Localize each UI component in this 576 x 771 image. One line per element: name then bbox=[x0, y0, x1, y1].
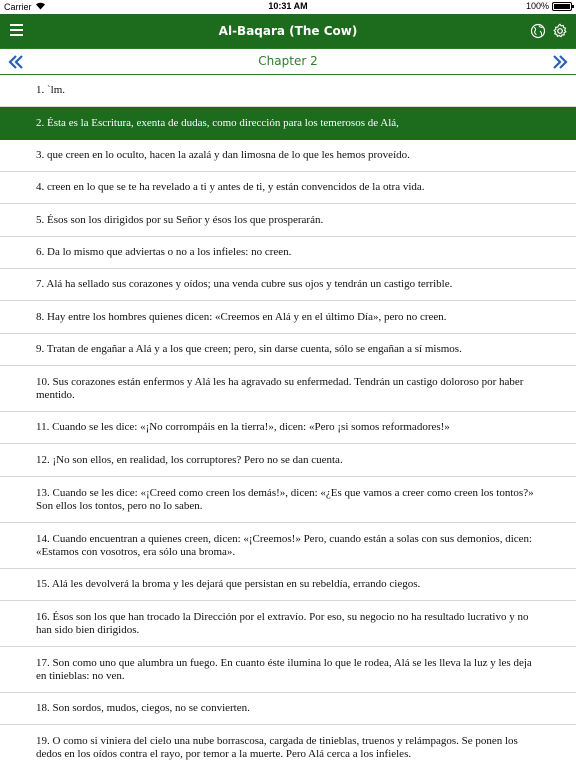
verse-row[interactable] bbox=[0, 412, 576, 444]
verse-row[interactable] bbox=[0, 334, 576, 366]
verse-text: 12. ¡No son ellos, en realidad, los corruptores? Pero no se dan cuenta. bbox=[36, 453, 343, 466]
verse-row[interactable] bbox=[0, 204, 576, 237]
globe-icon[interactable] bbox=[530, 23, 546, 39]
verse-text: 11. Cuando se les dice: «¡No corrompáis en la tierra!», dicen: «Pero ¡si somos reformadores!» bbox=[36, 421, 450, 433]
verse-text: 14. Cuando encuentran a quienes creen, dicen: «¡Creemos!» Pero, cuando están a solas con sus demonios, dicen: «Estamos con vosotros, era sólo una broma». bbox=[36, 532, 533, 558]
verse-row[interactable] bbox=[0, 647, 576, 693]
page-title: Al-Baqara (The Cow) bbox=[218, 24, 358, 38]
verse-row[interactable] bbox=[0, 444, 576, 477]
verse-text: 13. Cuando se les dice: «¡Creed como creen los demás!», dicen: «¿Es que vamos a creer como creen los tontos?» Son ellos los tontos, pero no lo saben. bbox=[36, 486, 534, 512]
verse-row[interactable] bbox=[0, 140, 576, 172]
verse-text: 7. Alá ha sellado sus corazones y oídos; una venda cubre sus ojos y tendrán un castigo terrible. bbox=[36, 278, 453, 290]
verse-row[interactable] bbox=[0, 269, 576, 301]
verse-row[interactable] bbox=[0, 693, 576, 725]
battery-icon bbox=[552, 2, 572, 11]
menu-icon[interactable] bbox=[10, 24, 23, 38]
verse-text: 2. Ésta es la Escritura, exenta de dudas, como dirección para los temerosos de Alá, bbox=[36, 116, 399, 129]
chapter-bar bbox=[0, 48, 576, 75]
verse-row[interactable] bbox=[0, 477, 576, 523]
verse-text: 9. Tratan de engañar a Alá y a los que creen; pero, sin darse cuenta, sólo se engañan a sí mismos. bbox=[36, 343, 462, 355]
chapter-title: Chapter 2 bbox=[258, 54, 318, 68]
status-bar bbox=[0, 0, 576, 14]
next-chapter-icon[interactable] bbox=[552, 54, 568, 70]
verse-row[interactable] bbox=[0, 237, 576, 269]
status-time: 10:31 AM bbox=[268, 1, 308, 11]
verse-row-selected[interactable] bbox=[0, 107, 576, 140]
verse-text: 17. Son como uno que alumbra un fuego. En cuanto éste ilumina lo que le rodea, Alá se les lleva la luz y les deja en tinieblas: no ven. bbox=[36, 656, 532, 682]
verse-row[interactable] bbox=[0, 569, 576, 601]
verse-row[interactable] bbox=[0, 366, 576, 412]
verse-text: 1. `lm. bbox=[36, 84, 66, 96]
verse-text: 3. que creen en lo oculto, hacen la azalá y dan limosna de lo que les hemos proveído. bbox=[36, 149, 410, 161]
verse-text: 16. Ésos son los que han trocado la Dirección por el extravío. Por eso, su negocio no ha resultado lucrativo y no han sido bien dirigidos. bbox=[36, 610, 529, 636]
verse-row[interactable] bbox=[0, 301, 576, 334]
carrier-label: Carrier bbox=[4, 2, 32, 12]
verse-row[interactable] bbox=[0, 75, 576, 107]
status-right bbox=[526, 1, 572, 11]
verse-text: 18. Son sordos, mudos, ciegos, no se convierten. bbox=[36, 702, 250, 714]
verse-row[interactable] bbox=[0, 601, 576, 647]
verse-text: 4. creen en lo que se te ha revelado a ti y antes de ti, y están convencidos de la otra vida. bbox=[36, 181, 425, 193]
verse-text: 10. Sus corazones están enfermos y Alá les ha agravado su enfermedad. Tendrán un castigo doloroso por haber mentido. bbox=[36, 375, 524, 401]
verse-text: 19. O como si viniera del cielo una nube borrascosa, cargada de tinieblas, truenos y relámpagos. Se ponen los dedos en los oídos contra el rayo, por temor a la muerte. Pero Alá cerca a los infieles. bbox=[36, 735, 518, 760]
verse-row[interactable] bbox=[0, 725, 576, 771]
verse-text: 8. Hay entre los hombres quienes dicen: «Creemos en Alá y en el último Día», pero no creen. bbox=[36, 310, 447, 323]
settings-gear-icon[interactable] bbox=[552, 23, 568, 39]
verse-text: 6. Da lo mismo que adviertas o no a los infieles: no creen. bbox=[36, 246, 292, 258]
verse-row[interactable] bbox=[0, 523, 576, 569]
verse-text: 15. Alá les devolverá la broma y les dejará que persistan en su rebeldía, errando ciegos. bbox=[36, 578, 421, 590]
nav-bar bbox=[0, 14, 576, 48]
battery-percent: 100% bbox=[525, 1, 549, 11]
verse-list bbox=[0, 75, 576, 771]
verse-text: 5. Ésos son los dirigidos por su Señor y ésos los que prosperarán. bbox=[36, 213, 324, 226]
verse-row[interactable] bbox=[0, 172, 576, 204]
